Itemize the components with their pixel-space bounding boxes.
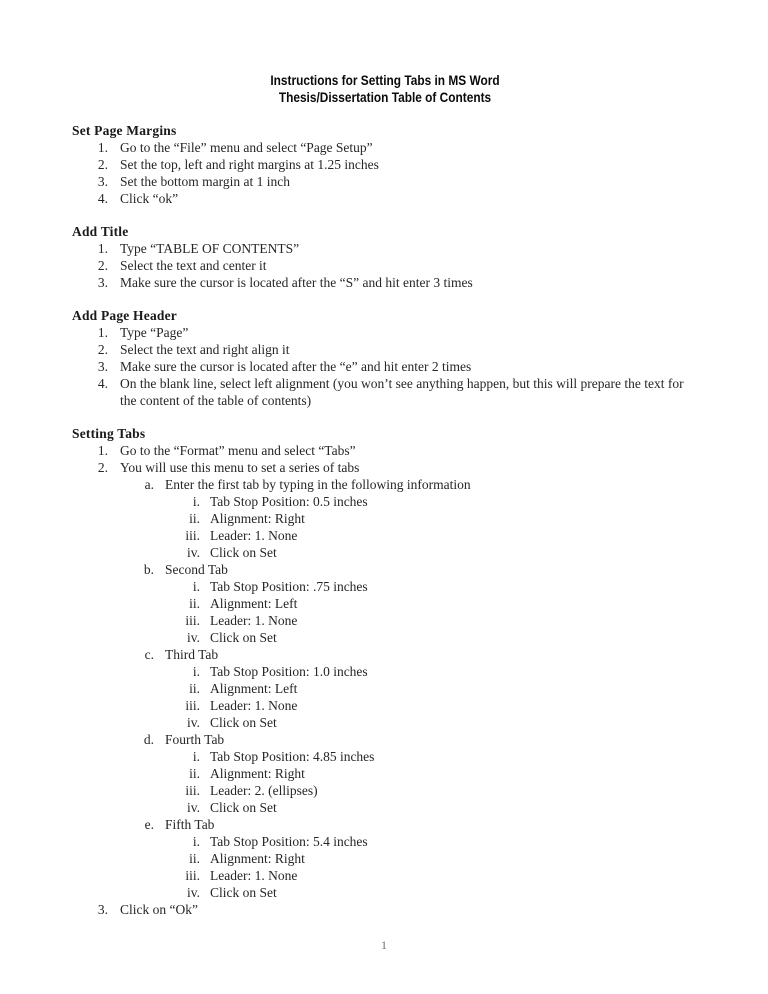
list-item bbox=[72, 476, 698, 493]
list-item-marker: iv. bbox=[187, 800, 200, 815]
list-item bbox=[72, 629, 698, 646]
list-item bbox=[72, 190, 698, 207]
list-item bbox=[72, 748, 698, 765]
list-item bbox=[72, 884, 698, 901]
list-item bbox=[72, 459, 698, 476]
list-item bbox=[72, 782, 698, 799]
list-item bbox=[72, 510, 698, 527]
list-item-text: Select the text and right align it bbox=[120, 342, 290, 357]
list-item-text: Type “Page” bbox=[120, 325, 189, 340]
list-item-text: Set the top, left and right margins at 1.25 inches bbox=[120, 157, 379, 172]
list-item-marker: e. bbox=[144, 817, 154, 832]
list-item-marker: ii. bbox=[189, 596, 200, 611]
list-item-marker: iii. bbox=[185, 698, 200, 713]
list-item-marker: 2. bbox=[97, 460, 108, 475]
list-item-text: Tab Stop Position: 1.0 inches bbox=[210, 664, 368, 679]
list-item-text: Alignment: Left bbox=[210, 596, 298, 611]
list-item-marker: iii. bbox=[185, 613, 200, 628]
section-heading: Add Page Header bbox=[72, 308, 177, 323]
document-title-line-1: Instructions for Setting Tabs in MS Word bbox=[270, 73, 500, 88]
list-item bbox=[72, 663, 698, 680]
list-item-text: Leader: 1. None bbox=[210, 528, 298, 543]
list-item bbox=[72, 765, 698, 782]
list-item-marker: 1. bbox=[97, 241, 108, 256]
list-item-marker: iii. bbox=[185, 528, 200, 543]
list-item-marker: 3. bbox=[97, 275, 108, 290]
list-item-text: Tab Stop Position: 0.5 inches bbox=[210, 494, 368, 509]
list-item-marker: 1. bbox=[97, 140, 108, 155]
list-item bbox=[72, 816, 698, 833]
list-item-text: Select the text and center it bbox=[120, 258, 267, 273]
list-item-marker: 3. bbox=[97, 902, 108, 917]
list-item-text: Third Tab bbox=[165, 647, 219, 662]
list-item-text: Leader: 1. None bbox=[210, 613, 298, 628]
list-item-text: Second Tab bbox=[165, 562, 228, 577]
list-item-text: Enter the first tab by typing in the following information bbox=[165, 477, 471, 492]
list-item-marker: i. bbox=[192, 749, 200, 764]
list-item-marker: c. bbox=[144, 647, 154, 662]
list-item-marker: 1. bbox=[97, 443, 108, 458]
list-item bbox=[72, 680, 698, 697]
list-item bbox=[72, 274, 698, 291]
list-item-marker: 2. bbox=[97, 157, 108, 172]
list-item-marker: i. bbox=[192, 664, 200, 679]
document-title bbox=[72, 72, 698, 106]
list-item bbox=[72, 358, 698, 375]
list-item-marker: 3. bbox=[97, 174, 108, 189]
list-item-marker: i. bbox=[192, 494, 200, 509]
list-item bbox=[72, 867, 698, 884]
list-item-marker: d. bbox=[143, 732, 154, 747]
list-item-text: Type “TABLE OF CONTENTS” bbox=[120, 241, 300, 256]
sections bbox=[72, 122, 698, 918]
list-item bbox=[72, 799, 698, 816]
list-item-text: Set the bottom margin at 1 inch bbox=[120, 174, 290, 189]
list-item bbox=[72, 697, 698, 714]
list-item bbox=[72, 578, 698, 595]
section-heading: Setting Tabs bbox=[72, 426, 146, 441]
list-item-text: Alignment: Right bbox=[210, 511, 305, 526]
list-item-text: Fourth Tab bbox=[165, 732, 225, 747]
list-item bbox=[72, 493, 698, 510]
list-item-text: Make sure the cursor is located after the “e” and hit enter 2 times bbox=[120, 359, 472, 374]
list-item bbox=[72, 324, 698, 341]
list-item bbox=[72, 173, 698, 190]
section-heading: Set Page Margins bbox=[72, 123, 177, 138]
list-item-text: Leader: 1. None bbox=[210, 868, 298, 883]
list-item bbox=[72, 544, 698, 561]
list-item-marker: iii. bbox=[185, 868, 200, 883]
list-item-marker: b. bbox=[143, 562, 154, 577]
list-item bbox=[72, 341, 698, 358]
list-item-text: Alignment: Right bbox=[210, 851, 305, 866]
list-item-marker: 2. bbox=[97, 258, 108, 273]
list-item-marker: ii. bbox=[189, 766, 200, 781]
list-item bbox=[72, 833, 698, 850]
list-item-marker: 4. bbox=[97, 376, 108, 391]
list-item bbox=[72, 646, 698, 663]
list-item bbox=[72, 139, 698, 156]
list-item-text: Tab Stop Position: 4.85 inches bbox=[210, 749, 375, 764]
list-item-text: On the blank line, select left alignment (you won’t see anything happen, but this will prepare the text for the content of the table of contents) bbox=[120, 376, 684, 408]
list-item-marker: iv. bbox=[187, 715, 200, 730]
list-item-text: Click on Set bbox=[210, 715, 277, 730]
list-item-marker: iv. bbox=[187, 885, 200, 900]
list-item-text: Click “ok” bbox=[120, 191, 179, 206]
list-item bbox=[72, 375, 698, 409]
list-item-text: Fifth Tab bbox=[165, 817, 215, 832]
list-item-text: Click on Set bbox=[210, 885, 277, 900]
list-item-marker: i. bbox=[192, 834, 200, 849]
page-number: 1 bbox=[381, 938, 387, 952]
list-item bbox=[72, 442, 698, 459]
list-item bbox=[72, 612, 698, 629]
list-item-marker: a. bbox=[144, 477, 154, 492]
list-item-text: Leader: 1. None bbox=[210, 698, 298, 713]
list-item-marker: i. bbox=[192, 579, 200, 594]
list-item-text: Tab Stop Position: 5.4 inches bbox=[210, 834, 368, 849]
list-item-text: Click on Set bbox=[210, 630, 277, 645]
list-item-text: Go to the “Format” menu and select “Tabs” bbox=[120, 443, 356, 458]
list-item-marker: iii. bbox=[185, 783, 200, 798]
list-item bbox=[72, 850, 698, 867]
list-item bbox=[72, 731, 698, 748]
list-item bbox=[72, 156, 698, 173]
list-item bbox=[72, 561, 698, 578]
section-heading: Add Title bbox=[72, 224, 129, 239]
list-item-marker: ii. bbox=[189, 511, 200, 526]
list-item bbox=[72, 240, 698, 257]
list-item-marker: 4. bbox=[97, 191, 108, 206]
list-item-marker: 3. bbox=[97, 359, 108, 374]
list-item-marker: iv. bbox=[187, 545, 200, 560]
list-item-text: Go to the “File” menu and select “Page Setup” bbox=[120, 140, 373, 155]
list-item-text: You will use this menu to set a series of tabs bbox=[120, 460, 360, 475]
list-item-text: Alignment: Right bbox=[210, 766, 305, 781]
list-item-text: Leader: 2. (ellipses) bbox=[210, 783, 318, 798]
list-item bbox=[72, 901, 698, 918]
document-title-line-2: Thesis/Dissertation Table of Contents bbox=[278, 90, 492, 105]
list-item-marker: ii. bbox=[189, 851, 200, 866]
list-item bbox=[72, 595, 698, 612]
list-item-marker: iv. bbox=[187, 630, 200, 645]
list-item-text: Alignment: Left bbox=[210, 681, 298, 696]
list-item-marker: ii. bbox=[189, 681, 200, 696]
list-item bbox=[72, 527, 698, 544]
list-item-text: Click on Set bbox=[210, 545, 277, 560]
list-item-marker: 1. bbox=[97, 325, 108, 340]
list-item bbox=[72, 714, 698, 731]
list-item-text: Make sure the cursor is located after the “S” and hit enter 3 times bbox=[120, 275, 473, 290]
list-item-text: Tab Stop Position: .75 inches bbox=[210, 579, 368, 594]
list-item-text: Click on “Ok” bbox=[120, 902, 198, 917]
list-item-text: Click on Set bbox=[210, 800, 277, 815]
list-item bbox=[72, 257, 698, 274]
list-item-marker: 2. bbox=[97, 342, 108, 357]
